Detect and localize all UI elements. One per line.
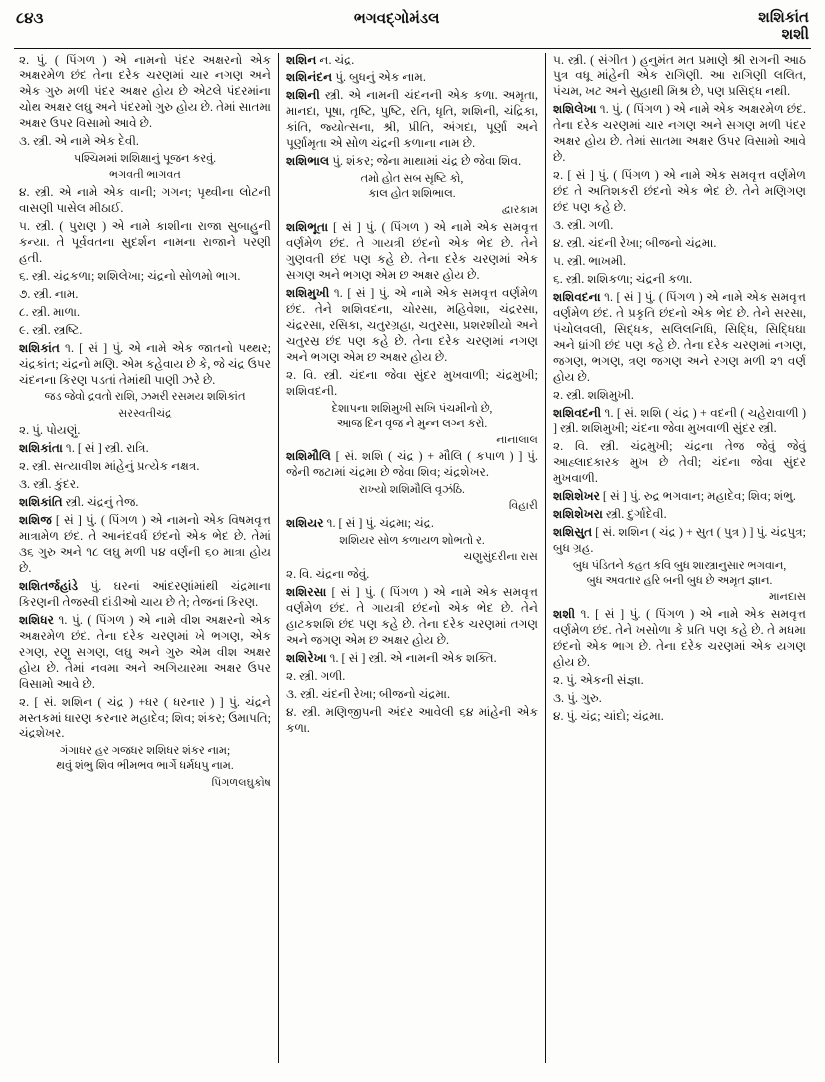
entry-sense: ૩. સ્ત્રી. ગળી. <box>553 218 614 233</box>
quote-line: આજ દિન વૃજ ને મુન્ન લગ્ન કરો. <box>336 417 488 430</box>
dictionary-entry <box>286 220 538 284</box>
headword: શશિવદના <box>553 289 601 304</box>
entry-quote <box>19 390 271 405</box>
dictionary-entry <box>553 290 806 386</box>
quote-line: કાલ હોત શશિભાલ. <box>368 188 456 201</box>
entry-sense: ૪. સ્ત્રી. ચંદની રેખા; બીજનો ચંદ્રમા. <box>553 235 717 250</box>
definition-text: પું. બુધનું એક નામ. <box>332 70 426 85</box>
definition-text: [ સં. શશિન ( ચંદ્ર ) + સુત ( પુત્ર ) ] પું. ચંદ્રપુત્ર; બુધ ગ્રહ. <box>553 525 806 556</box>
quote-attribution: વિહારી <box>508 500 538 513</box>
entry-sense: ૨. પું. પોયણું. <box>19 423 81 438</box>
headword: શશિસુત <box>553 525 593 540</box>
entry-sense: ૬. સ્ત્રી. શશિકળા; ચંદ્રની કળા. <box>553 271 693 286</box>
entry-sense: ૩. સ્ત્રી. કુંદર. <box>19 477 80 492</box>
quote-attribution: સરસ્વતીચંદ્ર <box>118 407 172 420</box>
column-3 <box>546 53 813 1063</box>
definition-text: પું. શંકર; જેના માથામાં ચંદ્ર છે જેવા શિવ. <box>329 154 522 169</box>
running-head <box>603 10 809 45</box>
definition-text: ૧. [ સં ] સ્ત્રી. એ નામની એક શક્તિ. <box>326 650 497 665</box>
entry-sense: ૫. સ્ત્રી. ( પુરાણ ) એ નામે કાશીના રાજા સુબાહુની કન્યા. તે પૂર્વવતના સુદર્શન નામના રાજાને પરણી હતી. <box>19 218 271 265</box>
definition-text: ૧. [ સં. શશિ ( ચંદ્ર ) + વદની ( ચહેરાવાળી ) ] સ્ત્રી. શશિમુખી; ચંદના જેવા મુખવાળી સુંદર સ્ત્રી. <box>553 405 806 436</box>
entry-quote <box>19 152 271 167</box>
entry-quote <box>553 559 806 589</box>
definition-text: ૧. [ સં ] પું. ( પિંગળ ) એ નામે એક સમવૃત્ત વર્ણમેળ છંદ. તે પ્રકૃતિ છંદનો એક ભેદ છે. તેને સરસા, પંચોલવલી, સિદ્ધક, સલિલનિધિ, સિદ્ધિ, સિદ્ધિઘા અને ધ્રાંગી છંદ પણ કહે છે. તેના દરેક ચરણમાં નગણ, જગણ, ભગણ, ત્રણ જગણ અને રગણ મળી ૨૧ વર્ણ હોય છે. <box>553 289 806 384</box>
entry-sense: ૨. વિ. ચંદ્રના જેવું. <box>286 566 370 581</box>
quote-attribution: ભગવતી ભાગવત <box>109 169 181 182</box>
definition-text: સ્ત્રી. ચંદ્રનું તેજ. <box>62 495 139 510</box>
quote-line: બુધ અવતાર હરિ બની બુધ છે અમૃત જ્ઞાન. <box>586 575 773 588</box>
dictionary-entry <box>286 70 538 86</box>
quote-attribution: માનદાસ <box>768 591 806 604</box>
definition-text: ૧. પું. ( પિંગળ ) એ નામે વીશ અક્ષરનો એક અક્ષરમેળ છંદ. તેના દરેક ચરણમાં ખે ભગણ, એક રગણ, રણુ સગણ, લઘુ અને ગુરુ એમ વીશ અક્ષર હોય છે. તેમાં નવમા અને અગિયારમા અક્ષર ઉપર વિસામો આવે છે. <box>19 612 271 691</box>
entry-quote <box>286 534 538 549</box>
quote-attribution: ચણુસુંદરીના રાસ <box>463 551 538 564</box>
headword: શશિભાલ <box>286 154 330 169</box>
definition-text: [ સં ] પું. ( પિંગળ ) એ નામનો એક વિષમવૃત્ત માત્રામેળ છંદ. તે આનંદવર્ધ છંદનો એક ભેદ છે. તેમાં ૩૬ ગુરુ અને ૧૮ લઘુ મળી ૫૪ વર્ણની ૬૦ માત્રા હોય છે. <box>19 513 271 575</box>
quote-attribution: પિંગળલઘુકોષ <box>211 776 271 789</box>
dictionary-entry <box>553 489 806 505</box>
entry-quote <box>286 402 538 432</box>
definition-text: ન. ચંદ્ર. <box>316 52 355 67</box>
book-title: ભગવદ્ગોમંડલ <box>353 11 440 27</box>
entry-sense: ૫. સ્ત્રી. ( સંગીત ) હનુમંત મત પ્રમાણે શ્રી રાગની આઠ પુત્ર વધૂ માંહેની એક રાગિણી. આ રાગિણી લલિત, પંચમ, ખટ અને સુહાથી મિશ્ર છે, પણ પ્રસિદ્ધ નથી. <box>553 52 806 99</box>
dictionary-entry <box>286 516 538 532</box>
headword: શશિની <box>286 88 320 103</box>
headword: શશિમૌલિ <box>286 449 331 464</box>
dictionary-entry <box>19 613 271 693</box>
quote-line: પશ્ચિમમાં શશિક્ષાનું પૂજન કરવું. <box>73 153 217 166</box>
entry-sense: ૪. સ્ત્રી. એ નામે એક વાની; ગગન; પૃથ્વીના લોટની વાસણી પાસેલ મીઠાઈ. <box>19 185 271 215</box>
headword: શશિકાંતા <box>19 441 63 456</box>
quote-line: જડ જેવો દ્રવતો રાશિ, ઝમરી રસમય શશિકાંત <box>44 391 246 404</box>
quote-line: શશિયર સોળ કળાયળ શોભતો ર. <box>339 535 485 548</box>
entry-sense: ૨. વિ. સ્ત્રી. ચંદ્રમુખી; ચંદ્રના તેજ જેવું જેવું આહ્લાદકારક મુખ છે તેવી; ચંદના જેવા સુંદર મુખવાળી. <box>553 439 806 486</box>
headword: શશિધર <box>19 612 54 627</box>
entry-sense: ૨. સ્ત્રી. ગળી. <box>286 668 346 683</box>
column-1 <box>12 53 279 1063</box>
entry-sense: ૩. પું. ગુરુ. <box>553 690 602 705</box>
text-columns <box>12 53 813 1063</box>
dictionary-entry <box>19 495 271 511</box>
dictionary-entry <box>553 406 806 438</box>
headword: શશિતર્જહાંડે <box>19 578 79 593</box>
entry-sense: ૬. સ્ત્રી. ચંદ્રકળા; શશિલેખા; ચંદ્રનો સોળમો ભાગ. <box>19 268 241 283</box>
definition-text: ૧. [ સં ] પું. એ નામે એક જાતનો પથ્થર; ચંદ્રકાંત; ચંદ્રનો મણિ. એમ કહેવાય છે કે, જે ચંદ્ર ઉપર ચંદનના કિરણ પડતાં તેમાંથી પાણી ઝરે છે. <box>19 340 271 387</box>
quote-line: બુધ પંડિતને કહત કવિ બુધ શાસ્ત્રાનુસાર ભગવાન, <box>572 560 787 573</box>
headword: શશિનંદન <box>286 70 333 85</box>
dictionary-entry <box>553 507 806 523</box>
dictionary-entry <box>553 102 806 166</box>
quote-line: રાખ્યો શશિમૌલિ વૃઝંઠિ. <box>359 484 465 497</box>
dictionary-entry <box>286 53 538 69</box>
entry-sense: ૮. સ્ત્રી. માળા. <box>19 304 81 319</box>
definition-text: ૧. [ સં ] પું. ચંદ્રમા; ચંદ્ર. <box>323 516 434 531</box>
definition-text: ૧. [ સં ] પું. એ નામે એક સમવૃત્ત વર્ણમેળ છંદ. તેને શશિવદના, ચોરસા, મહિવેશા, ચંદ્રરસા, ચંદ્રરસા, રસિકા, ચતુરગ્રહા, ચતુરસા, પ્રશરશીયો અને ચતુરસ્ર છંદ પણ કહે છે. તેના દરેક ચરણમાં નગણ અને ભગણ એમ છ અક્ષર હોય છે. <box>286 285 538 364</box>
entry-sense: ૪. સ્ત્રી. મણિજીપની અંદર આવેલી ૬૪ માંહેની એક કળા. <box>286 704 538 735</box>
entry-sense: ૩. સ્ત્રી. ચંદની રેખા; બીજનો ચંદ્રમા. <box>286 686 451 701</box>
entry-sense: ૯. સ્ત્રી. સ્ત્રષ્ટિ. <box>19 322 83 337</box>
headword: શશિશેખર <box>553 489 600 504</box>
entry-sense: ૨. સ્ત્રી. શશિમુખી. <box>553 387 634 402</box>
headword: શશિરેખા <box>286 650 327 665</box>
entry-sense: ૨. સ્ત્રી. સત્યાવીશ માંહેનું પ્રત્યેક નક્ષત્ર. <box>19 459 200 474</box>
guide-word-bottom: શશી <box>781 27 809 44</box>
dictionary-entry <box>553 607 806 671</box>
quote-attribution: નાનાલાલ <box>496 433 538 446</box>
page-number: ૮૪૩ <box>16 11 44 27</box>
dictionary-entry <box>286 88 538 152</box>
definition-text: સ્ત્રી. એ નામની ચંદનની એક કળા. અમૃતા, માનદા, પૂષા, તૃષ્ટિ, પુષ્ટિ, રતિ, ધૃતિ, શશિની, ચંદ્રિકા, કાંતિ, જ્યોત્સના, શ્રી, પ્રીતિ, અંગદા, પૂર્ણા અને પૂર્ણામૃતા એ સોળ ચંદ્રની કળાના નામ છે. <box>286 88 538 151</box>
headword: શશિવદની <box>553 405 602 420</box>
headword: શશિભૂતા <box>286 220 329 235</box>
dictionary-entry <box>286 651 538 667</box>
headword: શશિયર <box>286 516 324 531</box>
dictionary-entry <box>19 341 271 389</box>
definition-text: [ સં ] પું. ( પિંગળ ) એ નામે એક સમવૃત્ત વર્ણમેળ છંદ. તે ગાયત્રી છંદનો એક ભેદ છે. તેને ગુણવતી છંદ પણ કહે છે. તેના દરેક ચરણમાં એક સગણ અને ભગણ એમ છ અક્ષર હોય છે. <box>286 220 538 282</box>
headword: શશિશેખરા <box>553 507 603 522</box>
headword: શશિમુખી <box>286 285 330 300</box>
entry-quote <box>19 744 271 774</box>
quote-attribution: દ્વારકામ <box>501 204 538 217</box>
dictionary-entry <box>19 513 271 577</box>
quote-line: તમો હોત સબ સૃષ્ટિ કો, <box>360 173 464 186</box>
entry-sense: ૭. સ્ત્રી. નામ. <box>19 286 79 301</box>
entry-sense: ૨. [ સં ] પું. ( પિંગળ ) એ નામે એક સમવૃત્ત વર્ણમેળ છંદ તે અતિશકરી છંદનો એક ભેદ છે. તેને મણિગણ છંદ પણ કહે છે. <box>553 168 806 215</box>
quote-line: દેશાપના શશિમુખી સખિ પંચમીનો છે, <box>331 402 493 415</box>
dictionary-entry <box>553 525 806 557</box>
dictionary-entry <box>19 579 271 611</box>
entry-quote <box>286 172 538 202</box>
entry-sense: ૫. સ્ત્રી. ભાખમી. <box>553 253 627 268</box>
definition-text: ૧. પું. ( પિંગળ ) એ નામે એક અક્ષરમેળ છંદ. તેના દરેક ચરણમાં ચાર નગણ અને સગણ મળી પંદર અક્ષર હોય છે. તેમાં સાતમા અક્ષર ઉપર વિસામો આવે છે. <box>553 102 806 165</box>
definition-text: [ સં ] પું. ( પિંગળ ) એ નામે એક સમવૃત્ત વર્ણમેળ છંદ. તે ગાયત્રી છંદનો એક ભેદ છે. તેને હાટકશશિ છંદ પણ કહે છે. તેના દરેક ચરણમાં તગણ અને જગણ એમ છ અક્ષર હોય છે. <box>286 584 538 647</box>
headword: શશિન <box>286 52 317 67</box>
dictionary-entry <box>286 286 538 366</box>
headword: શશિકાંત <box>19 340 60 355</box>
entry-sense: ૩. સ્ત્રી. એ નામે એક દેવી. <box>19 134 139 149</box>
quote-line: ગંગાધર હર ગજધર શશિધર શંકર નામ; <box>59 745 231 758</box>
entry-sense: ૨. પું. એકની સંજ્ઞા. <box>553 672 644 687</box>
definition-text: [ સં. શશિ ( ચંદ્ર ) + મૌલિ ( કપાળ ) ] પું. જેની જટામાં ચંદ્રમા છે જેવા શિવ; ચંદ્રશેખર. <box>286 449 538 480</box>
definition-text: પું. ઘરનાં આંદરણાંમાંથી ચંદ્રમાના કિરણની તેજસ્વી દાંડીઓ ચાય છે તે; તેજનાં કિરણ. <box>19 578 271 609</box>
headword: શશી <box>553 606 576 621</box>
definition-text: સ્ત્રી. દુર્ગાદેવી. <box>602 507 667 522</box>
entry-sense: ૨. [ સં. શશિન ( ચંદ્ર ) +ધર ( ધરનાર ) ] પું. ચંદ્રને મસ્તકમાં ધારણ કરનાર મહાદેવ; શિવ; શંકર; ઉમાપતિ; ચંદ્રશેખર. <box>19 694 271 741</box>
headword: શશિજ <box>19 513 52 528</box>
dictionary-entry <box>286 585 538 649</box>
headword: શશિલેખા <box>553 102 597 117</box>
column-2 <box>279 53 546 1063</box>
entry-sense: ૪. પું. ચંદ્ર; ચાંદો; ચંદ્રમા. <box>553 708 664 723</box>
entry-sense: ૨. પું. ( પિંગળ ) એ નામનો પંદર અક્ષરનો એક અક્ષરમેળ છંદ તેના દરેક ચરણમાં ચાર નગણ અને એક ગુરુ મળી પંદર અક્ષર હોય છે એટલે પંદરમાંના ચોથ અક્ષર લઘુ અને પંદરમો ગુરુ હોય છે. તેમાં સાતમા અક્ષર ઉપર વિસામો આવે છે. <box>19 52 271 131</box>
entry-quote <box>286 483 538 498</box>
entry-sense: ૨. વિ. સ્ત્રી. ચંદના જેવા સુંદર મુખવાળી; ચંદ્રમુખી; શશિવદની. <box>286 367 538 398</box>
dictionary-entry <box>19 441 271 457</box>
dictionary-entry <box>286 154 538 170</box>
quote-line: થવું શંભુ શિવ ભીમભવ ભાર્ગે ધર્મધપુ નામ. <box>56 760 234 773</box>
guide-word-top: શશિકાંત <box>758 10 809 26</box>
definition-text: ૧. [ સં ] પું. ( પિંગળ ) એ નામે એક સમવૃત્ત વર્ણમેળ છંદ. તેને ખસોળા કે પ્રતિ પણ કહે છે. તે મધમા છંદનો એક ભાગ છે. તેના દરેક ચરણમાં એક યગણ હોય છે. <box>553 606 806 669</box>
header-rule <box>14 48 811 49</box>
headword: શશિરસા <box>286 584 327 599</box>
headword: શશિકાંતિ <box>19 495 63 510</box>
page-header <box>12 10 813 47</box>
dictionary-entry <box>286 449 538 481</box>
definition-text: ૧. [ સં ] સ્ત્રી. રાત્રિ. <box>62 441 149 456</box>
definition-text: [ સં ] પું. રુદ્ર ભગવાન; મહાદેવ; શિવ; શંભુ. <box>599 489 796 504</box>
